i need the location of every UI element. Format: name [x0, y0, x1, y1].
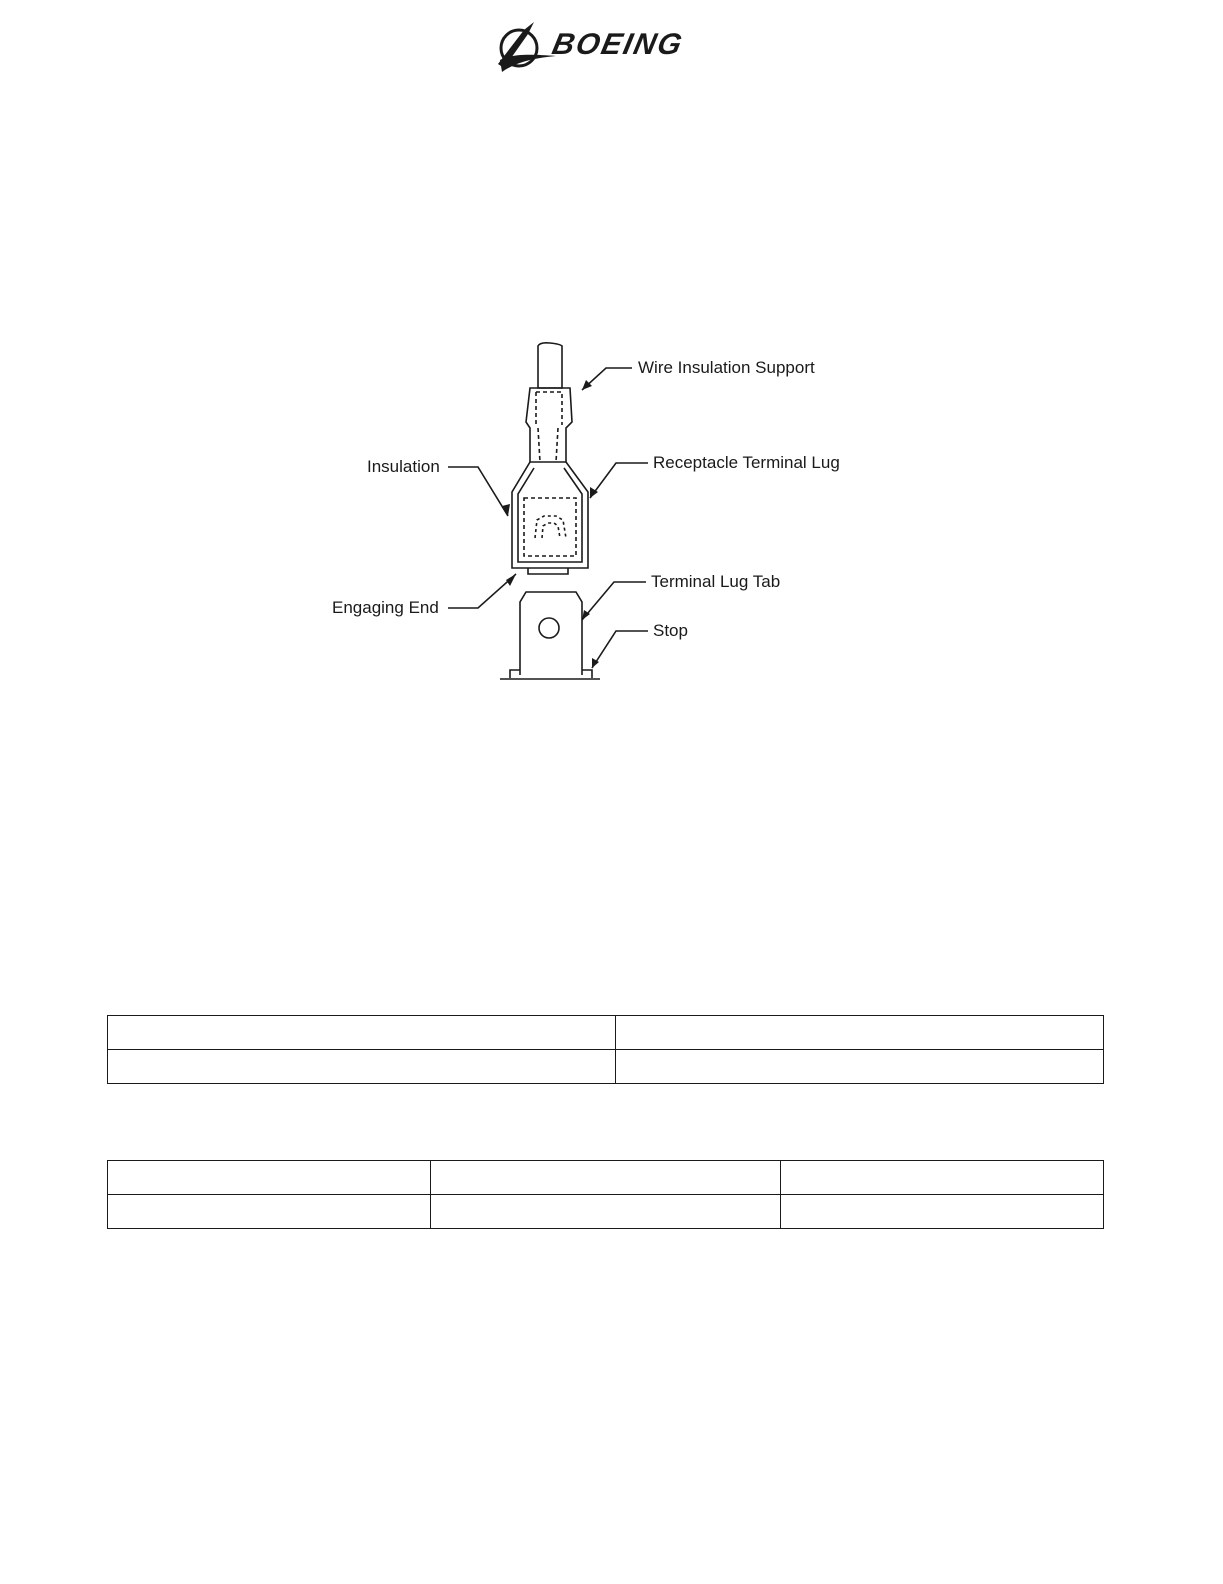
label-insulation: Insulation [367, 457, 440, 476]
tab-hole [539, 618, 559, 638]
arrowhead-engaging-end [506, 574, 516, 586]
leader-engaging-end [448, 574, 516, 608]
label-wire-insulation-support: Wire Insulation Support [638, 358, 815, 377]
table-cell [108, 1161, 431, 1195]
receptacle-inner [518, 468, 582, 562]
leader-stop [592, 631, 648, 668]
spring-hidden-line [535, 516, 566, 538]
table-row [108, 1016, 1104, 1050]
boeing-logo-graphic [494, 20, 730, 78]
table-cell [108, 1050, 616, 1084]
leader-insulation [448, 467, 508, 516]
label-terminal-lug-tab: Terminal Lug Tab [651, 572, 781, 591]
contact-hidden-outline [524, 498, 576, 556]
table-cell [108, 1195, 431, 1229]
table-row [108, 1161, 1104, 1195]
table-cell [781, 1195, 1104, 1229]
table-2 [107, 1160, 1104, 1229]
table-row [108, 1195, 1104, 1229]
label-engaging-end: Engaging End [332, 598, 439, 617]
terminal-tab [520, 592, 582, 675]
table-cell [431, 1195, 781, 1229]
logo-wordmark: BOEING [549, 28, 687, 61]
table-cell [616, 1050, 1104, 1084]
terminal-lug-drawing [320, 330, 880, 700]
tab-stop [510, 670, 592, 678]
spring-hidden-line-inner [542, 523, 560, 538]
leader-terminal-lug-tab [582, 582, 646, 620]
terminal-lug-figure [320, 330, 880, 700]
insulation-support-barrel [526, 388, 572, 462]
barrel-hidden-line [536, 392, 562, 425]
boeing-logo [494, 20, 730, 78]
label-receptacle-terminal-lug: Receptacle Terminal Lug [653, 453, 840, 472]
wire-hidden-lines [538, 428, 558, 462]
table-1 [107, 1015, 1104, 1084]
table-cell [108, 1016, 616, 1050]
table-cell [431, 1161, 781, 1195]
engaging-end-lip [528, 568, 568, 574]
wire [538, 343, 562, 388]
table-cell [616, 1016, 1104, 1050]
table-cell [781, 1161, 1104, 1195]
table-row [108, 1050, 1104, 1084]
leader-receptacle-terminal-lug [590, 463, 648, 498]
label-stop: Stop [653, 621, 688, 640]
